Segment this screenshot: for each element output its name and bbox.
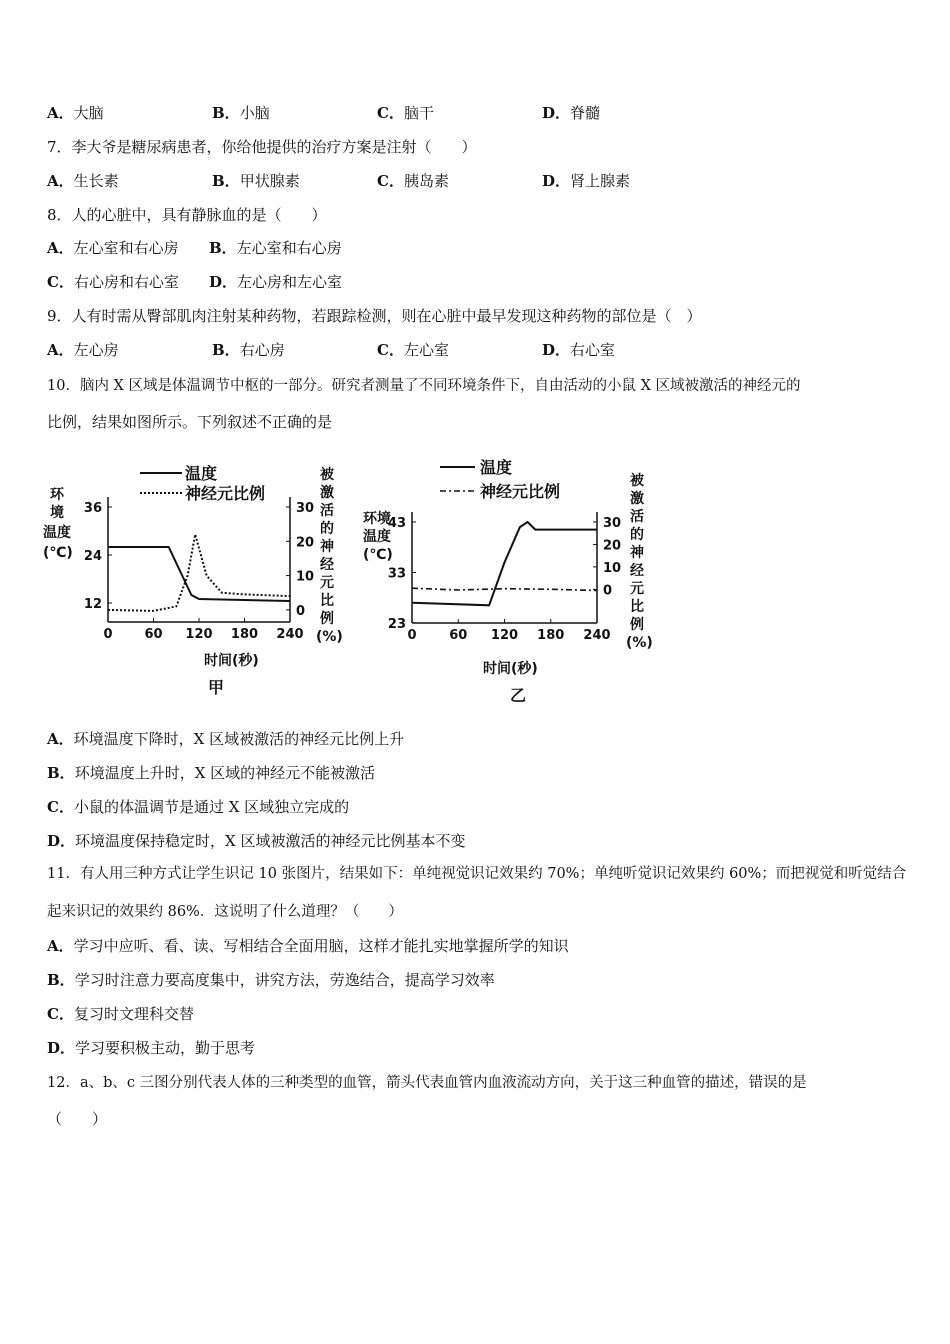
y-right-tick-label: 0: [603, 583, 613, 599]
ylabel-char: 元: [630, 581, 644, 597]
x-tick-label: 180: [537, 628, 565, 643]
q10-option-d[interactable]: D．环境温度保持稳定时，X 区域被激活的神经元比例基本不变: [47, 832, 466, 850]
q7-option-a[interactable]: A．生长素: [47, 172, 119, 190]
x-tick-label: 120: [490, 628, 519, 643]
q7-option-d[interactable]: D．肾上腺素: [542, 172, 631, 190]
q12-stem-line2: （ ）: [47, 1110, 108, 1128]
ylabel-char: 被: [320, 467, 334, 483]
y-right-tick-label: 20: [603, 538, 622, 554]
y-right-tick-label: 30: [603, 516, 622, 531]
q11-option-c[interactable]: C．复习时文理科交替: [47, 1005, 194, 1023]
q11-option-a[interactable]: A．学习中应听、看、读、写相结合全面用脑，这样才能扎实地掌握所学的知识: [47, 937, 569, 955]
temperature-line: [412, 522, 597, 605]
q10-option-a[interactable]: A．环境温度下降时，X 区域被激活的神经元比例上升: [47, 730, 405, 748]
ylabel-char: 的: [320, 521, 334, 537]
y-right-tick-label: 30: [296, 501, 315, 516]
y-left-tick-label: 43: [387, 516, 406, 531]
q10-option-c[interactable]: C．小鼠的体温调节是通过 X 区域独立完成的: [47, 798, 350, 816]
legend-yi: [440, 458, 560, 501]
x-tick-label: 0: [407, 628, 417, 643]
legend-ratio-label: 神经元比例: [185, 484, 266, 503]
x-tick-label: 120: [185, 627, 213, 642]
ylabel-char: 比: [630, 599, 644, 615]
ylabel-char: 元: [320, 575, 334, 591]
y-right-tick-label: 20: [296, 535, 315, 551]
x-tick-label: 60: [449, 628, 468, 643]
q6-option-d[interactable]: D．脊髓: [542, 104, 601, 122]
ylabel-char: 活: [320, 503, 334, 519]
q6-option-c[interactable]: C．脑干: [377, 104, 434, 122]
q8-option-d[interactable]: D．左心房和左心室: [209, 273, 343, 291]
ylabel-char: 环境: [363, 511, 391, 527]
q6-option-b[interactable]: B．小脑: [212, 104, 270, 122]
ylabel-char: (%): [626, 635, 653, 651]
ylabel-char: (%): [316, 629, 343, 645]
q12-stem-line1: 12．a、b、c 三图分别代表人体的三种类型的血管，箭头代表血管内血液流动方向，关于这三种血管的描述，错误的是: [47, 1075, 807, 1091]
q8-option-c[interactable]: C．右心房和右心室: [47, 273, 179, 291]
ylabel-char: 环: [50, 487, 64, 503]
y-left-tick-label: 23: [387, 617, 406, 632]
ylabel-char: 经: [630, 563, 644, 579]
q9-stem: 9．人有时需从臀部肌肉注射某种药物，若跟踪检测，则在心脏中最早发现这种药物的部位是（ ）: [47, 307, 702, 325]
q9-option-b[interactable]: B．右心房: [212, 341, 285, 359]
ylabel-char: 被: [630, 473, 644, 489]
ylabel-char: 神: [630, 545, 644, 561]
q11-option-b[interactable]: B．学习时注意力要高度集中，讲究方法，劳逸结合，提高学习效率: [47, 971, 495, 989]
left-ylabel-jia: [43, 487, 73, 561]
legend-jia: [140, 464, 265, 503]
chart-jia: [40, 455, 343, 705]
x-tick-label: 240: [276, 627, 304, 642]
chart-yi: [355, 455, 660, 710]
y-left-tick-label: 12: [83, 597, 102, 612]
y-left-tick-label: 33: [387, 566, 406, 582]
y-right-tick-label: 10: [603, 560, 622, 576]
ylabel-char: (℃): [363, 547, 393, 563]
q6-option-a[interactable]: A．大脑: [47, 104, 104, 122]
q9-option-a[interactable]: A．左心房: [47, 341, 119, 359]
axes-jia: [84, 497, 314, 642]
temperature-line: [108, 547, 290, 601]
q7-option-c[interactable]: C．胰岛素: [377, 172, 449, 190]
x-tick-label: 180: [230, 627, 259, 642]
chart-label-yi: 乙: [510, 686, 527, 705]
y-right-tick-label: 10: [296, 569, 315, 585]
ylabel-char: 激: [630, 491, 644, 507]
q11-option-d[interactable]: D．学习要积极主动，勤于思考: [47, 1039, 256, 1057]
ylabel-char: 神: [320, 539, 334, 555]
ylabel-char: 比: [320, 593, 334, 609]
right-ylabel-yi: [626, 472, 653, 651]
x-tick-label: 240: [583, 628, 611, 643]
legend-ratio-label: 神经元比例: [480, 482, 561, 501]
q9-option-c[interactable]: C．左心室: [377, 341, 449, 359]
ylabel-char: 温度: [363, 529, 391, 545]
y-right-tick-label: 0: [296, 603, 306, 619]
right-ylabel-jia: [316, 466, 343, 645]
q10-stem-line2: 比例，结果如图所示。下列叙述不正确的是: [47, 413, 333, 431]
neuron-ratio-line: [412, 588, 597, 590]
y-left-tick-label: 24: [83, 549, 102, 564]
x-tick-label: 60: [144, 627, 163, 642]
y-left-tick-label: 36: [83, 501, 102, 516]
q8-stem: 8．人的心脏中，具有静脉血的是（ ）: [47, 206, 327, 224]
chart-label-jia: 甲: [208, 678, 225, 697]
q7-option-b[interactable]: B．甲状腺素: [212, 172, 300, 190]
ylabel-char: 例: [630, 617, 644, 633]
q10-option-b[interactable]: B．环境温度上升时，X 区域的神经元不能被激活: [47, 764, 376, 782]
axes-yi: [388, 512, 621, 643]
q10-stem-line1: 10．脑内 X 区域是体温调节中枢的一部分。研究者测量了不同环境条件下，自由活动的小鼠 X 区域被激活的神经元的: [47, 378, 801, 394]
ylabel-char: 的: [630, 527, 644, 543]
ylabel-char: 例: [320, 611, 334, 627]
ylabel-char: 激: [320, 485, 334, 501]
ylabel-char: 活: [630, 509, 644, 525]
legend-temp-label: 温度: [185, 464, 218, 483]
q11-stem: 11．有人用三种方式让学生识记 10 张图片，结果如下：单纯视觉识记效果约 70%；单纯听觉识记效果约 60%；而把视觉和听觉结合起来识记的效果约 86%．这说明了什么道理？（ ）: [47, 866, 907, 920]
q7-stem: 7．李大爷是糖尿病患者，你给他提供的治疗方案是注射（ ）: [47, 138, 477, 156]
q9-option-d[interactable]: D．右心室: [542, 341, 616, 359]
legend-temp-label: 温度: [480, 458, 513, 477]
xlabel-yi: 时间(秒): [483, 661, 538, 677]
q8-option-b[interactable]: B．左心室和右心房: [209, 239, 342, 257]
ylabel-char: 温度: [43, 525, 71, 541]
q8-option-a[interactable]: A．左心室和右心房: [47, 239, 179, 257]
ylabel-char: 境: [50, 505, 64, 521]
x-tick-label: 0: [103, 627, 113, 642]
ylabel-char: (℃): [43, 545, 73, 561]
xlabel-jia: 时间(秒): [204, 653, 259, 669]
ylabel-char: 经: [320, 557, 334, 573]
